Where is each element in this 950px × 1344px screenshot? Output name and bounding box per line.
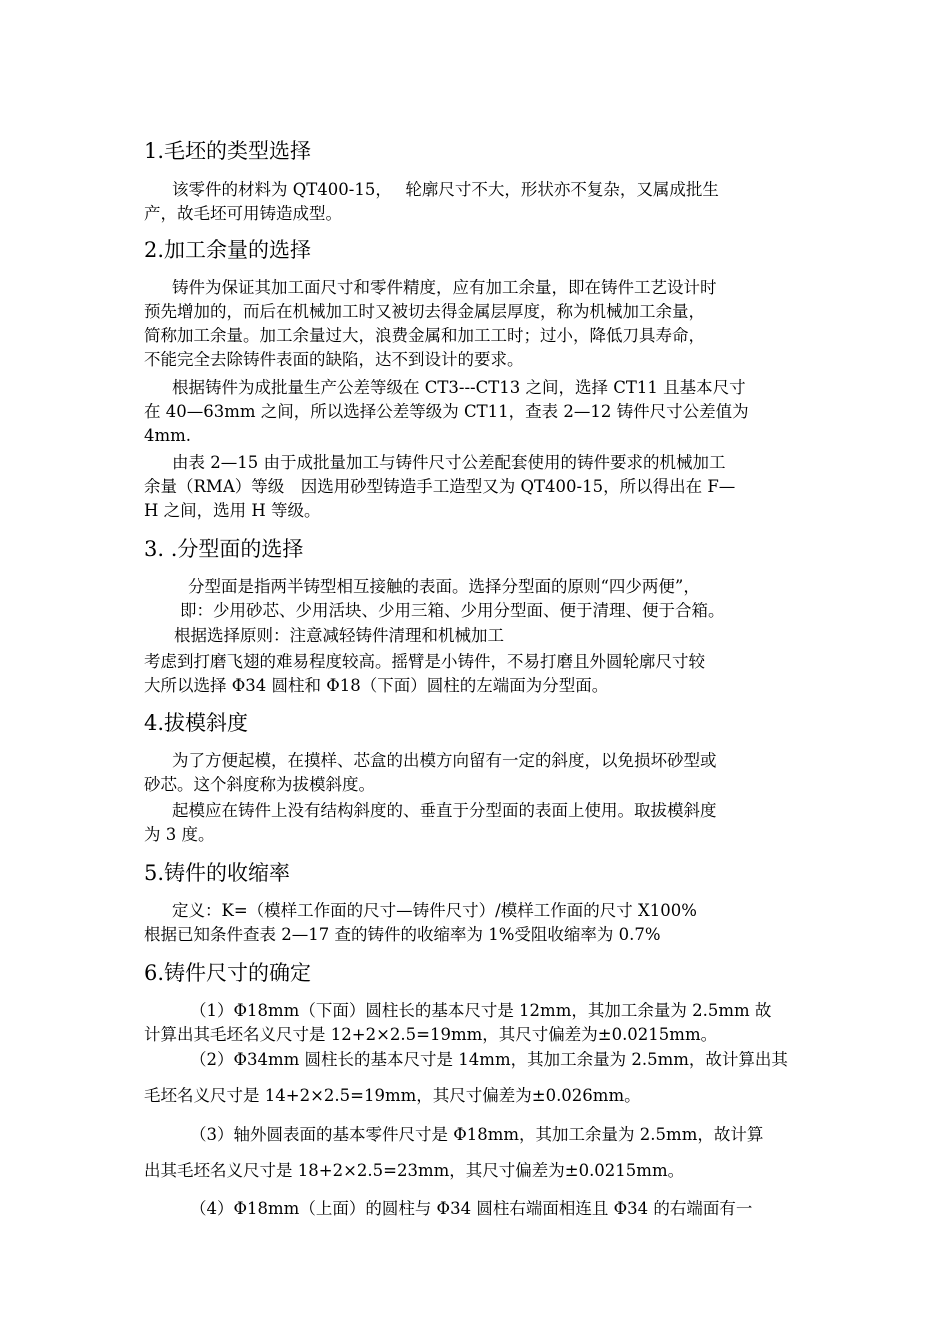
- paragraph-line: 根据选择原则：注意减轻铸件清理和机械加工: [174, 626, 504, 645]
- paragraph-line: 为了方便起模，在摸样、芯盒的出模方向留有一定的斜度，以免损坏砂型或: [172, 751, 717, 770]
- paragraph-line: 预先增加的，而后在机械加工时又被切去得金属层厚度，称为机械加工余量，: [144, 302, 705, 321]
- paragraph-line: 简称加工余量。加工余量过大，浪费金属和加工工时；过小，降低刀具寿命，: [144, 326, 705, 345]
- section-heading-6: 6.铸件尺寸的确定: [144, 961, 312, 985]
- paragraph-line: 产，故毛坯可用铸造成型。: [144, 204, 342, 223]
- paragraph-line: 不能完全去除铸件表面的缺陷，达不到设计的要求。: [144, 350, 524, 369]
- paragraph-line: 余量（RMA）等级 因选用砂型铸造手工造型又为 QT400-15，所以得出在 F—: [144, 477, 736, 496]
- paragraph-line: 毛坯名义尺寸是 14+2×2.5=19mm，其尺寸偏差为±0.026mm。: [144, 1086, 641, 1105]
- paragraph-line: （4）Φ18mm（上面）的圆柱与 Φ34 圆柱右端面相连且 Φ34 的右端面有一: [190, 1199, 753, 1218]
- paragraph-line: 砂芯。这个斜度称为拔模斜度。: [144, 775, 375, 794]
- paragraph-line: 4mm.: [144, 426, 192, 445]
- paragraph-line: 在 40—63mm 之间，所以选择公差等级为 CT11，查表 2—12 铸件尺寸公差值为: [144, 402, 749, 421]
- paragraph-line: 根据已知条件查表 2—17 查的铸件的收缩率为 1%受阻收缩率为 0.7%: [144, 925, 661, 944]
- paragraph-line: 即：少用砂芯、少用活块、少用三箱、少用分型面、便于清理、便于合箱。: [180, 601, 725, 620]
- section-heading-5: 5.铸件的收缩率: [144, 861, 291, 885]
- section-heading-3: 3. .分型面的选择: [144, 537, 304, 561]
- paragraph-line: H 之间，选用 H 等级。: [144, 501, 321, 520]
- paragraph-line: 由表 2—15 由于成批量加工与铸件尺寸公差配套使用的铸件要求的机械加工: [172, 453, 726, 472]
- section-heading-2: 2.加工余量的选择: [144, 238, 312, 262]
- paragraph-line: 为 3 度。: [144, 825, 215, 844]
- paragraph-line: 计算出其毛坯名义尺寸是 12+2×2.5=19mm，其尺寸偏差为±0.0215mm。: [144, 1025, 718, 1044]
- paragraph-line: 大所以选择 Φ34 圆柱和 Φ18（下面）圆柱的左端面为分型面。: [144, 676, 609, 695]
- paragraph-line: （1）Φ18mm（下面）圆柱长的基本尺寸是 12mm，其加工余量为 2.5mm 故: [190, 1001, 772, 1020]
- paragraph-line: 起模应在铸件上没有结构斜度的、垂直于分型面的表面上使用。取拔模斜度: [172, 801, 717, 820]
- paragraph-line: 分型面是指两半铸型相互接触的表面。选择分型面的原则“四少两便”，: [188, 577, 700, 596]
- paragraph-line: 该零件的材料为 QT400-15， 轮廓尺寸不大，形状亦不复杂，又属成批生: [172, 180, 719, 199]
- paragraph-line: （3）轴外圆表面的基本零件尺寸是 Φ18mm，其加工余量为 2.5mm，故计算: [190, 1125, 764, 1144]
- paragraph-line: 根据铸件为成批量生产公差等级在 CT3---CT13 之间，选择 CT11 且基本尺寸: [172, 378, 746, 397]
- paragraph-line: 出其毛坯名义尺寸是 18+2×2.5=23mm，其尺寸偏差为±0.0215mm。: [144, 1161, 685, 1180]
- paragraph-line: 定义：K=（模样工作面的尺寸—铸件尺寸）/模样工作面的尺寸 X100%: [172, 901, 697, 920]
- paragraph-line: （2）Φ34mm 圆柱长的基本尺寸是 14mm，其加工余量为 2.5mm，故计算出其: [190, 1050, 788, 1069]
- section-heading-4: 4.拔模斜度: [144, 711, 249, 735]
- paragraph-line: 铸件为保证其加工面尺寸和零件精度，应有加工余量，即在铸件工艺设计时: [172, 278, 717, 297]
- paragraph-line: 考虑到打磨飞翅的难易程度较高。摇臂是小铸件，不易打磨且外圆轮廓尺寸较: [144, 652, 705, 671]
- section-heading-1: 1.毛坯的类型选择: [144, 139, 312, 163]
